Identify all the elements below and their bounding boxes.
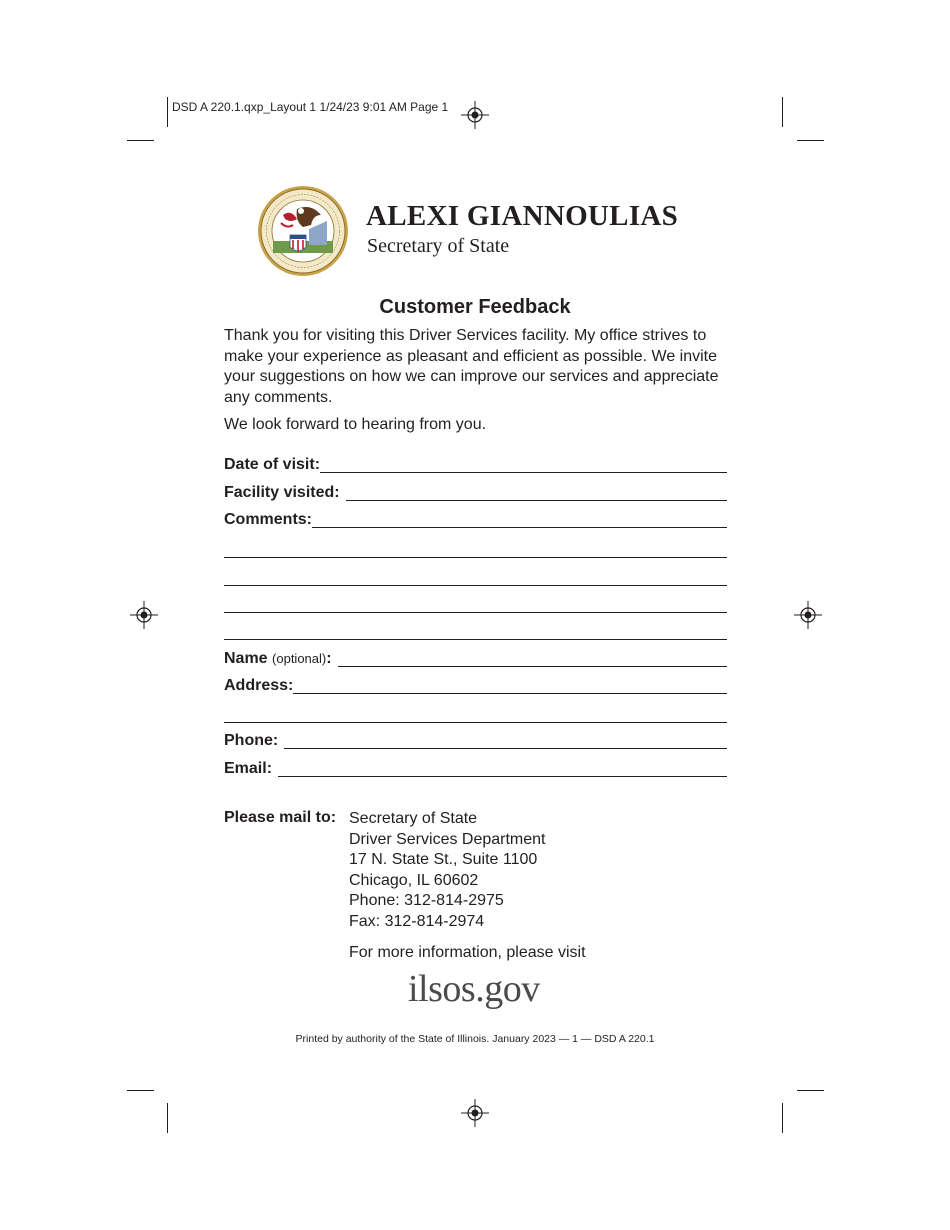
printer-slug: DSD A 220.1.qxp_Layout 1 1/24/23 9:01 AM Page 1 bbox=[172, 100, 449, 114]
facility-visited-field[interactable] bbox=[224, 484, 727, 502]
crop-mark bbox=[797, 1090, 824, 1091]
secretary-title: Secretary of State bbox=[367, 235, 510, 257]
crop-mark bbox=[167, 1103, 168, 1133]
address-line[interactable] bbox=[293, 678, 727, 694]
name-field[interactable] bbox=[224, 650, 727, 668]
address-line-text: Fax: 312-814-2974 bbox=[349, 912, 485, 930]
crop-mark bbox=[127, 140, 154, 141]
comments-field[interactable] bbox=[224, 511, 727, 529]
intro-paragraph: Thank you for visiting this Driver Services facility. My office strives to make your experience as pleasant and efficient as possible. We invite your suggestions on how we can improve our services and appreciate any comments. bbox=[224, 327, 719, 406]
form-title: Customer Feedback bbox=[379, 296, 571, 318]
secretary-name: ALEXI GIANNOULIAS bbox=[366, 200, 679, 232]
address-label: Address: bbox=[224, 677, 294, 694]
mail-to-label: Please mail to: bbox=[224, 809, 337, 826]
name-line[interactable] bbox=[338, 651, 727, 667]
facility-visited-line[interactable] bbox=[346, 485, 727, 501]
address-line[interactable] bbox=[224, 722, 727, 723]
date-of-visit-label: Date of visit: bbox=[224, 456, 321, 473]
email-label: Email: bbox=[224, 760, 273, 777]
name-label-colon: : bbox=[326, 650, 332, 667]
comments-line[interactable] bbox=[224, 557, 727, 558]
crop-mark bbox=[127, 1090, 154, 1091]
closing-sentence: We look forward to hearing from you. bbox=[224, 416, 487, 433]
more-info-text: For more information, please visit bbox=[349, 944, 586, 961]
address-line-text: 17 N. State St., Suite 1100 bbox=[349, 851, 538, 868]
date-of-visit-field[interactable] bbox=[224, 456, 727, 474]
name-label bbox=[224, 650, 332, 668]
email-field[interactable] bbox=[224, 760, 727, 778]
comments-line[interactable] bbox=[224, 639, 727, 640]
phone-line[interactable] bbox=[284, 733, 727, 749]
crop-mark bbox=[782, 1103, 783, 1133]
email-line[interactable] bbox=[278, 761, 727, 777]
comments-line[interactable] bbox=[224, 612, 727, 613]
comments-line[interactable] bbox=[312, 512, 727, 528]
phone-field[interactable] bbox=[224, 732, 727, 750]
comments-label: Comments: bbox=[224, 511, 313, 528]
registration-mark-icon bbox=[130, 601, 158, 629]
address-line-text: Secretary of State bbox=[349, 810, 478, 827]
date-of-visit-line[interactable] bbox=[320, 457, 727, 473]
facility-visited-label: Facility visited: bbox=[224, 484, 340, 501]
crop-mark bbox=[797, 140, 824, 141]
name-optional-note: (optional) bbox=[272, 651, 327, 666]
registration-mark-icon bbox=[461, 101, 489, 129]
name-label-text: Name bbox=[224, 650, 268, 667]
address-line-text: Chicago, IL 60602 bbox=[349, 871, 479, 889]
address-line-text: Driver Services Department bbox=[349, 830, 546, 848]
address-line-text: Phone: 312-814-2975 bbox=[349, 892, 504, 909]
crop-mark bbox=[167, 97, 168, 127]
crop-mark bbox=[782, 97, 783, 127]
print-authority-footer: Printed by authority of the State of Illinois. January 2023 — 1 — DSD A 220.1 bbox=[295, 1033, 655, 1045]
website-logo[interactable]: ilsos.gov bbox=[408, 968, 540, 1010]
registration-mark-icon bbox=[461, 1099, 489, 1127]
mail-address bbox=[349, 809, 546, 932]
comments-line[interactable] bbox=[224, 585, 727, 586]
address-field[interactable] bbox=[224, 677, 727, 695]
registration-mark-icon bbox=[794, 601, 822, 629]
state-seal-icon bbox=[257, 185, 349, 277]
phone-label: Phone: bbox=[224, 732, 279, 749]
